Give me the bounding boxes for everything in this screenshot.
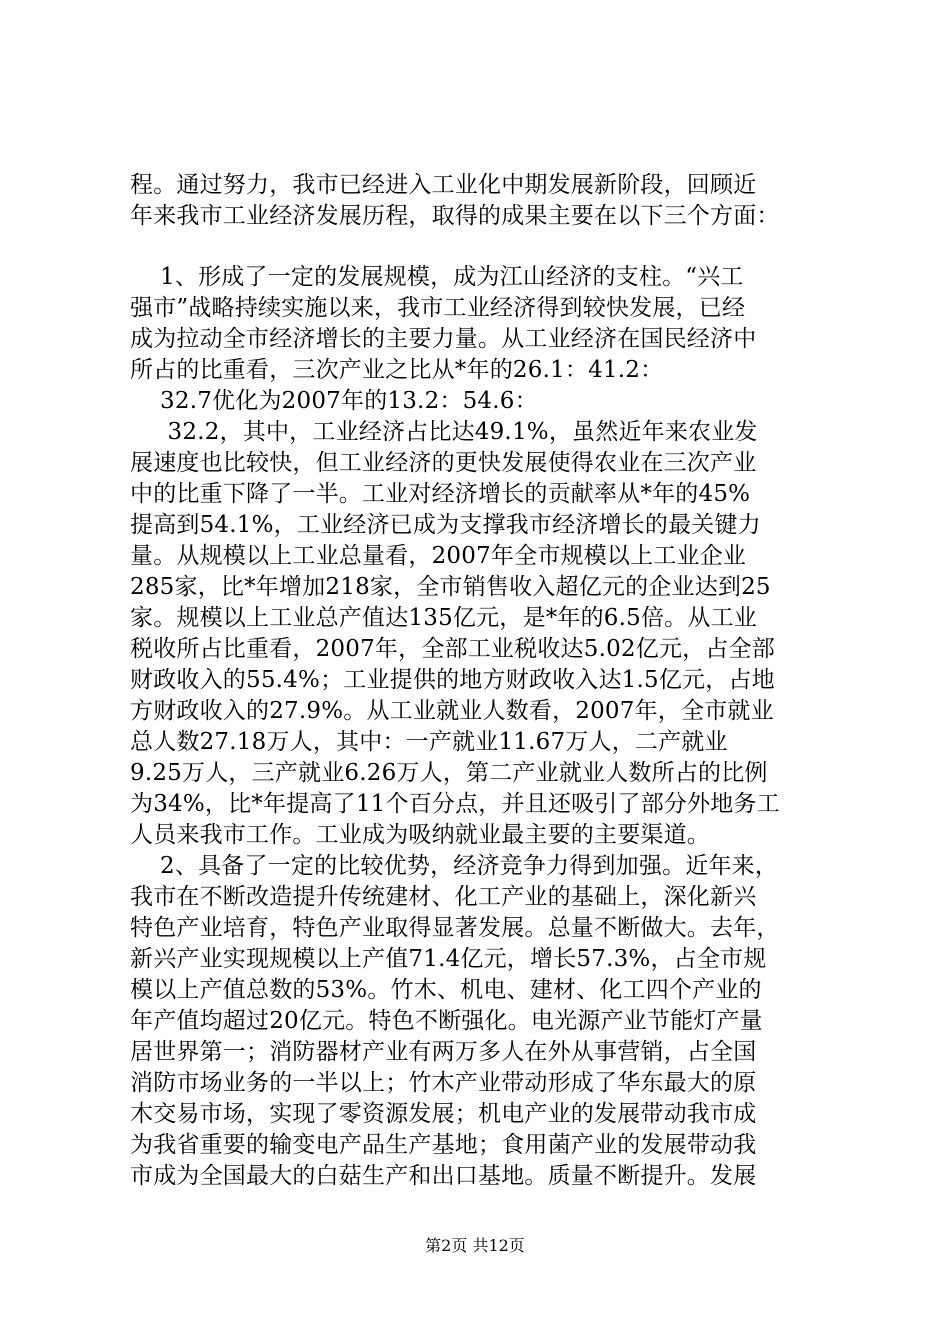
text-line: 我市在不断改造提升传统建材、化工产业的基础上，深化新兴 [130,884,757,910]
text-line: 新兴产业实现规模以上产值71.4亿元，增长57.3%，占全市规 [130,946,767,972]
text-line: 1、形成了一定的发展规模，成为江山经济的支柱。“兴工 [130,264,744,290]
text-line: 32.2，其中，工业经济占比达49.1%，虽然近年来农业发 [130,419,758,445]
text-line: 人员来我市工作。工业成为吸纳就业最主要的主要渠道。 [130,822,710,848]
text-line: 为我省重要的输变电产品生产基地；食用菌产业的发展带动我 [130,1132,757,1158]
text-line: 方财政收入的27.9%。从工业就业人数看，2007年，全市就业 [130,698,774,724]
text-line: 木交易市场，实现了零资源发展；机电产业的发展带动我市成 [130,1101,757,1127]
document-body [130,170,830,1192]
text-line: 32.7优化为2007年的13.2：54.6： [130,388,538,414]
text-line: 年来我市工业经济发展历程，取得的成果主要在以下三个方面： [130,203,780,229]
text-line: 家。规模以上工业总产值达135亿元，是*年的6.5倍。从工业 [130,605,757,631]
text-line: 居世界第一；消防器材产业有两万多人在外从事营销，占全国 [130,1039,757,1065]
text-line: 模以上产值总数的53%。竹木、机电、建材、化工四个产业的 [130,977,762,1003]
text-line: 中的比重下降了一半。工业对经济增长的贡献率从*年的45% [130,481,751,507]
text-line: 成为拉动全市经济增长的主要力量。从工业经济在国民经济中 [130,326,757,352]
text-line: 税收所占比重看，2007年，全部工业税收达5.02亿元，占全部 [130,636,775,662]
text-line: 财政收入的55.4%；工业提供的地方财政收入达1.5亿元，占地 [130,667,775,693]
text-line: 2、具备了一定的比较优势，经济竞争力得到加强。近年来， [130,853,779,879]
text-line: 消防市场业务的一半以上；竹木产业带动形成了华东最大的原 [130,1070,757,1096]
page-number-footer: 第2页 共12页 [425,1236,525,1255]
text-line: 市成为全国最大的白菇生产和出口基地。质量不断提升。发展 [130,1163,757,1189]
text-line: 特色产业培育，特色产业取得显著发展。总量不断做大。去年， [130,915,780,941]
text-line: 提高到54.1%，工业经济已成为支撑我市经济增长的最关键力 [130,512,761,538]
text-line: 为34%，比*年提高了11个百分点，并且还吸引了部分外地务工 [130,791,780,817]
text-line: 所占的比重看，三次产业之比从*年的26.1：41.2： [130,357,664,383]
text-line: 强市”战略持续实施以来，我市工业经济得到较快发展，已经 [130,295,746,321]
text-line: 9.25万人，三产就业6.26万人，第二产业就业人数所占的比例 [130,760,768,786]
text-line: 总人数27.18万人，其中：一产就业11.67万人，二产就业 [130,729,728,755]
text-line: 量。从规模以上工业总量看，2007年全市规模以上工业企业 [130,543,747,569]
text-line: 程。通过努力，我市已经进入工业化中期发展新阶段，回顾近 [130,172,757,198]
text-line: 年产值均超过20亿元。特色不断强化。电光源产业节能灯产量 [130,1008,763,1034]
text-line: 285家，比*年增加218家，全市销售收入超亿元的企业达到25 [130,574,771,600]
paragraph-gap [130,232,830,262]
text-line: 展速度也比较快，但工业经济的更快发展使得农业在三次产业 [130,450,757,476]
